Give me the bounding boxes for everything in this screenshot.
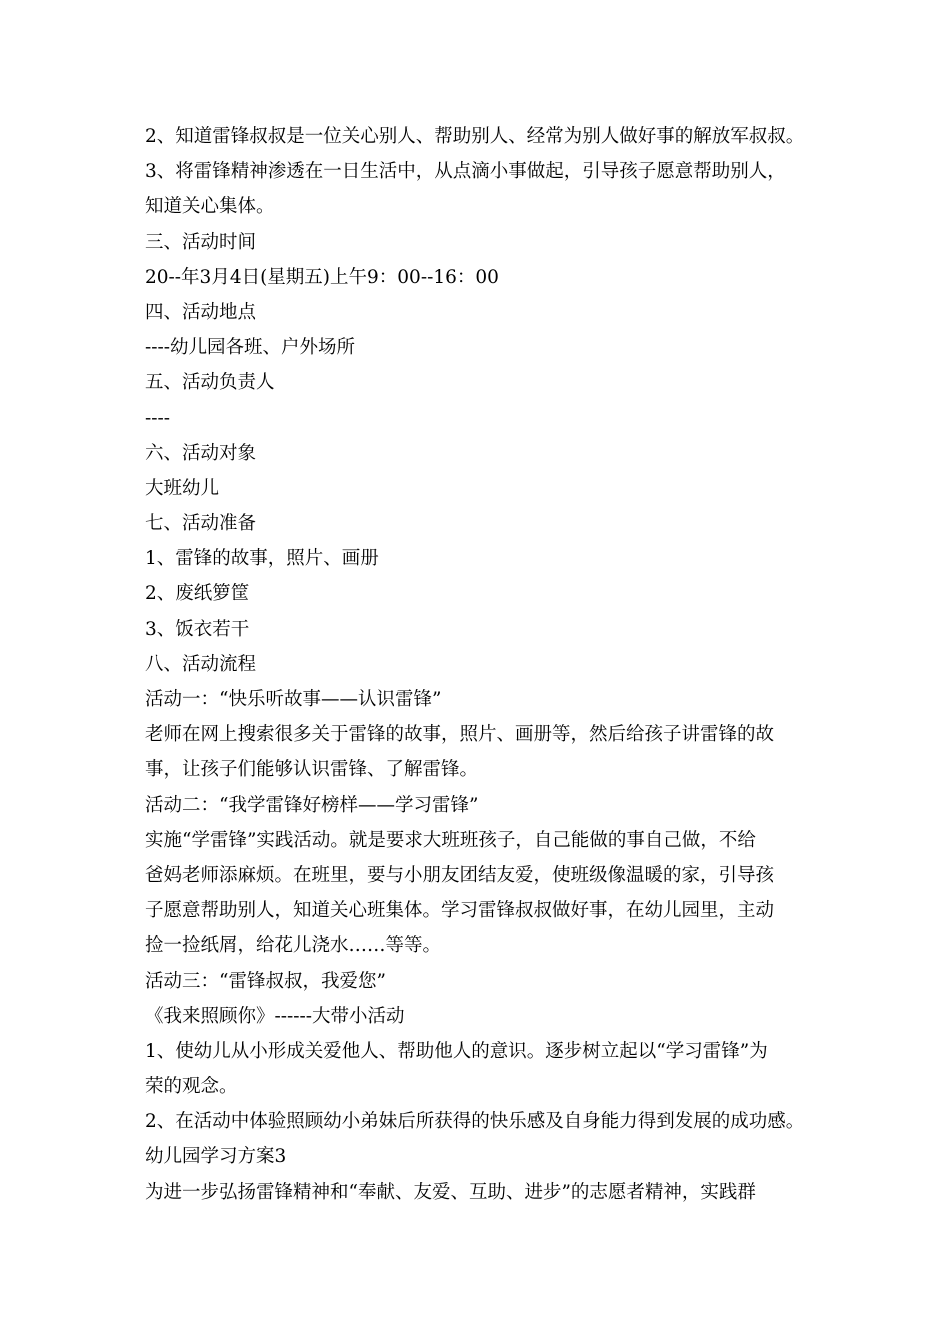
section-heading: 八、活动流程: [145, 653, 257, 675]
text-line: 爸妈老师添麻烦。在班里，要与小朋友团结友爱，使班级像温暖的家，引导孩: [145, 864, 775, 886]
text-line: ----幼儿园各班、户外场所: [145, 337, 356, 359]
document-body: [145, 119, 825, 1210]
text-line: 大班幼儿: [145, 477, 220, 499]
text-line: 知道关心集体。: [145, 196, 275, 218]
text-line: 2、在活动中体验照顾幼小弟妹后所获得的快乐感及自身能力得到发展的成功感。: [145, 1111, 805, 1133]
text-line: 1、使幼儿从小形成关爱他人、帮助他人的意识。逐步树立起以“学习雷锋”为: [145, 1040, 768, 1062]
section-heading: 五、活动负责人: [145, 372, 275, 394]
section-heading: 三、活动时间: [145, 231, 257, 253]
text-line: 事，让孩子们能够认识雷锋、了解雷锋。: [145, 759, 479, 781]
text-line: 3、将雷锋精神渗透在一日生活中，从点滴小事做起，引导孩子愿意帮助别人，: [145, 161, 786, 183]
text-line: 1、雷锋的故事，照片、画册: [145, 548, 379, 570]
text-line: ----: [145, 407, 171, 429]
section-heading: 六、活动对象: [145, 442, 257, 464]
section-heading: 七、活动准备: [145, 513, 257, 535]
text-line: 捡一捡纸屑，给花儿浇水……等等。: [145, 935, 442, 957]
text-line: 子愿意帮助别人，知道关心班集体。学习雷锋叔叔做好事，在幼儿园里，主动: [145, 900, 775, 922]
text-line: 为进一步弘扬雷锋精神和“奉献、友爱、互助、进步”的志愿者精神，实践群: [145, 1181, 756, 1203]
text-line: 《我来照顾你》------大带小活动: [145, 1005, 405, 1027]
section-heading: 四、活动地点: [145, 301, 257, 323]
activity-heading: 活动二：“我学雷锋好榜样——学习雷锋”: [145, 794, 479, 816]
text-line: 实施“学雷锋”实践活动。就是要求大班班孩子，自己能做的事自己做，不给: [145, 829, 756, 851]
text-line: 20--年3月4日(星期五)上午9：00--16：00: [145, 266, 499, 288]
text-line: 荣的观念。: [145, 1076, 238, 1098]
text-line: 老师在网上搜索很多关于雷锋的故事，照片、画册等，然后给孩子讲雷锋的故: [145, 724, 775, 746]
text-line: 3、饭衣若干: [145, 618, 250, 640]
activity-heading: 活动一：“快乐听故事——认识雷锋”: [145, 689, 442, 710]
section-heading: 幼儿园学习方案3: [145, 1146, 287, 1168]
activity-heading: 活动三：“雷锋叔叔，我爱您”: [145, 970, 386, 992]
text-line: 2、废纸箩筐: [145, 583, 250, 605]
text-line: 2、知道雷锋叔叔是一位关心别人、帮助别人、经常为别人做好事的解放军叔叔。: [145, 126, 805, 147]
